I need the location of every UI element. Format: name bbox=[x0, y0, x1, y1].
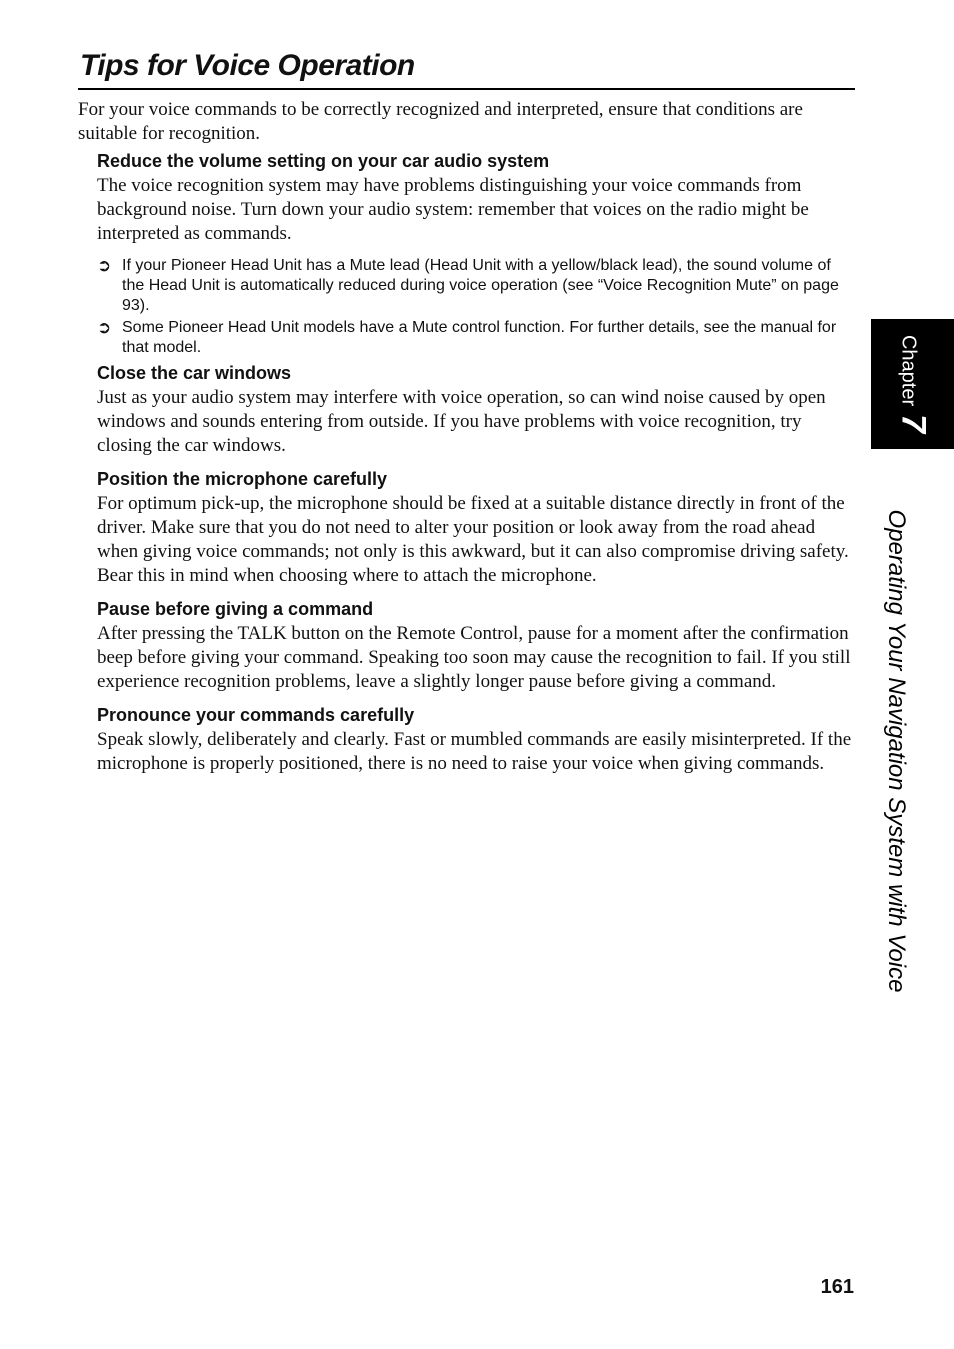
tip-body: The voice recognition system may have problems distinguishing your voice commands from background noise. Turn down your audio system: remember that voices on the radio might be interpreted as commands. bbox=[97, 175, 809, 244]
tip-section-microphone bbox=[97, 468, 855, 588]
chapter-word: Chapter bbox=[897, 334, 920, 407]
tip-section-windows bbox=[97, 362, 855, 458]
tip-section-volume bbox=[97, 150, 855, 358]
tip-heading: Pronounce your commands carefully bbox=[97, 705, 415, 725]
note-item bbox=[97, 256, 855, 316]
arrow-note-icon: ➲ bbox=[97, 256, 112, 275]
tip-section-pronounce bbox=[97, 704, 855, 776]
tip-heading: Close the car windows bbox=[97, 363, 292, 383]
note-text: If your Pioneer Head Unit has a Mute lead (Head Unit with a yellow/black lead), the sound volume of the Head Unit is automatically reduced during voice operation (see “Voice Recognition Mute” on page 93). bbox=[122, 257, 839, 314]
chapter-number: 7 bbox=[894, 414, 933, 434]
tips-list bbox=[97, 150, 855, 786]
page-number: 161 bbox=[820, 1276, 854, 1298]
title-underline bbox=[78, 88, 855, 90]
note-item bbox=[97, 318, 855, 358]
note-text: Some Pioneer Head Unit models have a Mute control function. For further details, see the manual for that model. bbox=[122, 319, 837, 356]
chapter-title: Operating Your Navigation System with Voice bbox=[883, 509, 910, 993]
tip-body: Speak slowly, deliberately and clearly. Fast or mumbled commands are easily misinterpreted. If the microphone is properly positioned, there is no need to raise your voice when giving commands. bbox=[97, 729, 852, 774]
tip-heading: Pause before giving a command bbox=[97, 599, 374, 619]
tip-body: After pressing the TALK button on the Remote Control, pause for a moment after the confirmation beep before giving your command. Speaking too soon may cause the recognition to fail. If you still experience recognition problems, leave a slightly longer pause before giving a command. bbox=[97, 623, 851, 692]
tip-body: For optimum pick-up, the microphone should be fixed at a suitable distance directly in front of the driver. Make sure that you do not need to alter your position or look away from the road ahead when giving voice commands; not only is this awkward, but it can also compromise driving safety. Bear this in mind when choosing where to attach the microphone. bbox=[97, 493, 849, 586]
arrow-note-icon: ➲ bbox=[97, 318, 112, 337]
chapter-label bbox=[894, 335, 933, 433]
notes-list bbox=[97, 256, 855, 358]
tip-body: Just as your audio system may interfere with voice operation, so can wind noise caused by open windows and sounds entering from outside. If you have problems with voice recognition, try closing the car windows. bbox=[97, 387, 826, 456]
tip-heading: Position the microphone carefully bbox=[97, 469, 388, 489]
page-title: Tips for Voice Operation bbox=[80, 49, 415, 82]
tip-section-pause bbox=[97, 598, 855, 694]
intro-paragraph: For your voice commands to be correctly recognized and interpreted, ensure that conditions are suitable for recognition. bbox=[78, 99, 803, 144]
tip-heading: Reduce the volume setting on your car audio system bbox=[97, 151, 550, 171]
